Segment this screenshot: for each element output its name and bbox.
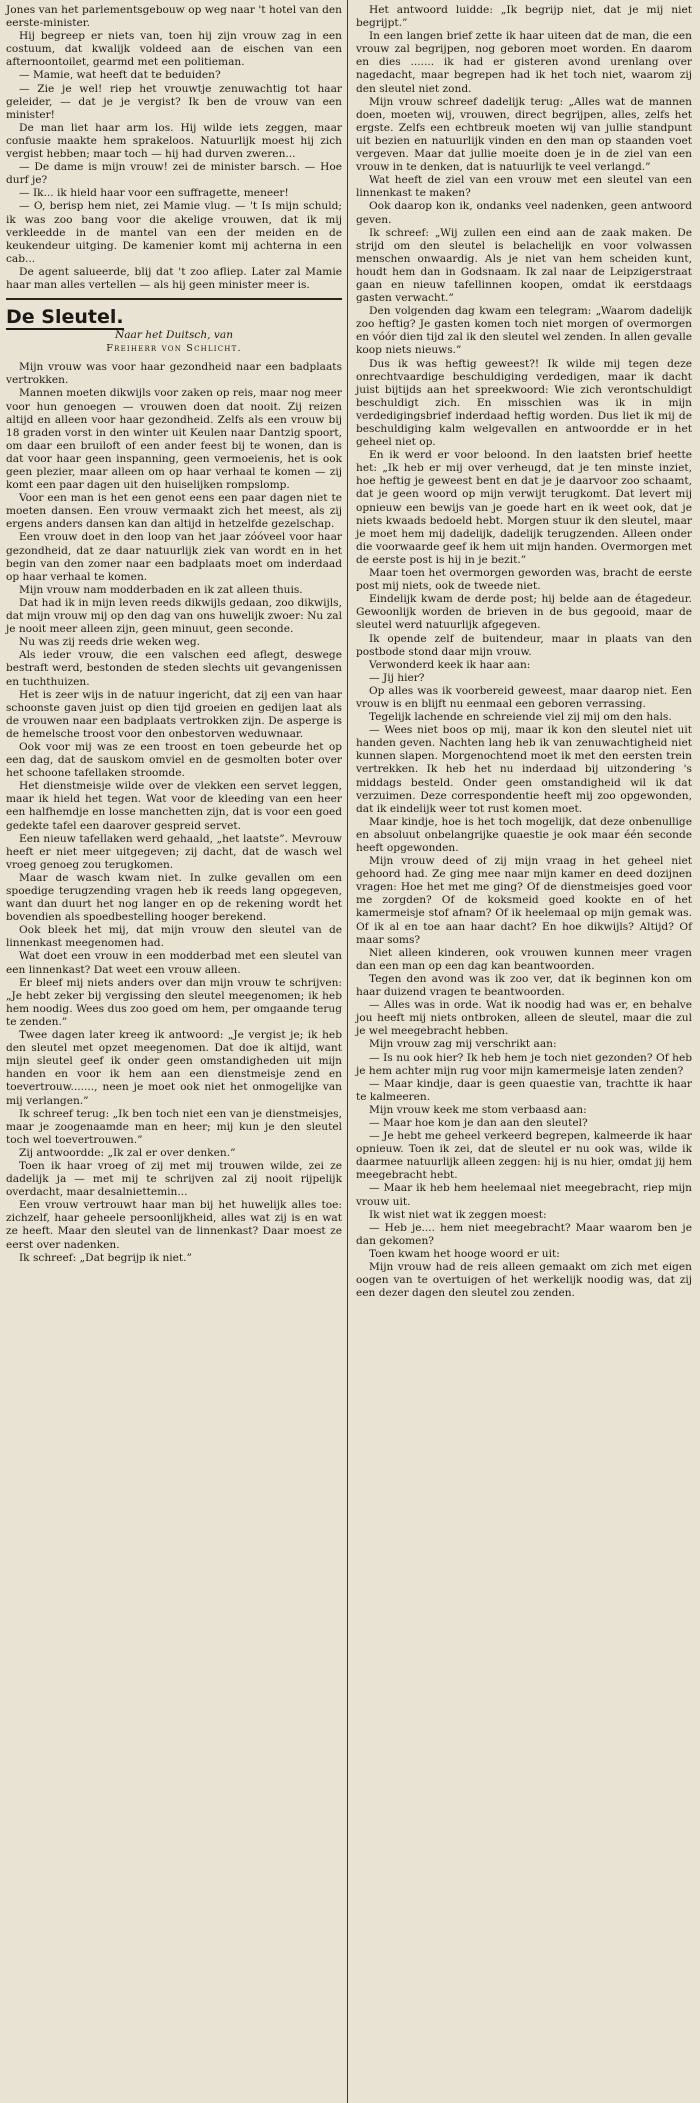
paragraph: Er bleef mij niets anders over dan mijn vrouw te schrijven: „Je hebt zeker bij vergissing den sleutel meegenomen; ik heb hem noodig. Wees dus zoo goed om hem, per omgaande terug te zenden.” — [6, 976, 342, 1028]
paragraph: — Maar kindje, daar is geen quaestie van, trachtte ik haar te kalmeeren. — [356, 1077, 692, 1103]
paragraph: Niet alleen kinderen, ook vrouwen kunnen meer vragen dan een man op een dag kan beantwoorden. — [356, 946, 692, 972]
paragraph: Tegen den avond was ik zoo ver, dat ik beginnen kon om haar duizend vragen te beantwoorden. — [356, 972, 692, 999]
paragraph: — Is nu ook hier? Ik heb hem je toch niet gezonden? Of heb je hem achter mijn rug voor mijn kamermeisje laten zenden? — [356, 1051, 692, 1077]
paragraph: Mijn vrouw schreef dadelijk terug: „Alles wat de mannen doen, moeten wij, vrouwen, direct begrijpen, alles, zelfs het ergste. Zelfs een echtbreuk moeten wij van jullie standpunt uit bezien en natuurlijk vinden en den man op staanden voet vergeven. Maar dat jullie moeite doen je in de ziel van een vrouw in te denken, dat is natuurlijk te veel verlangd.” — [356, 95, 692, 174]
paragraph: Den volgenden dag kwam een telegram: „Waarom dadelijk zoo heftig? Je gasten komen toch niet morgen of overmorgen en vóór dien tijd zal ik den sleutel wel zenden. In allen gevalle koop niets nieuws.” — [356, 305, 692, 357]
paragraph: Verwonderd keek ik haar aan: — [369, 658, 531, 671]
paragraph: Maar de wasch kwam niet. In zulke gevallen om een spoedige terugzending vragen heb ik reeds lang opgegeven, want dan duurt het nog langer en op de rekening wordt het bovendien als spoedbestelling hooger berekend. — [6, 871, 342, 924]
paragraph: Dus ik was heftig geweest?! Ik wilde mij tegen deze onrechtvaardige beschuldiging verdedigen, maar ik dacht juist bijtijds aan het spreekwoord: Wie zich verontschuldigt beschuldigt zich. En misschien was ik in mijn verdedigingsbrief inderdaad heftig worden. Dus liet ik mij de beschuldiging kalm welgevallen en antwoordde er in het geheel niet op. — [356, 357, 692, 449]
paragraph: — Heb je.... hem niet meegebracht? Maar waarom ben je dan gekomen? — [356, 1221, 692, 1247]
paragraph: Een nieuw tafellaken werd gehaald, „het laatste”. Mevrouw heeft er niet meer uitgegeven; zij dacht, dat de wasch wel vroeg genoeg zou terugkomen. — [6, 832, 342, 871]
paragraph: Tegelijk lachende en schreiende viel zij mij om den hals. — [369, 711, 672, 724]
paragraph: Een vrouw doet in den loop van het jaar zóóveel voor haar gezondheid, dat ze daar natuurlijk ziek van wordt en in het begin van den zomer naar een badplaats moet om inderdaad op haar verhaal te komen. — [6, 531, 342, 583]
paragraph: In een langen brief zette ik haar uiteen dat de man, die een vrouw zal begrijpen, nog geboren moet worden. En daarom en dies ....... ik had er gisteren avond urenlang over nagedacht, maar begrepen had ik het toch niet, waarom zij den sleutel niet zond. — [356, 30, 692, 95]
paragraph: Dat had ik in mijn leven reeds dikwijls gedaan, zoo dikwijls, dat mijn vrouw mij op den dag van ons huwelijk zwoer: Nu zal je nooit meer alleen zijn, geen minuut, geen seconde. — [6, 596, 342, 636]
paragraph: Wat heeft de ziel van een vrouw met een sleutel van een linnenkast te maken? — [356, 174, 692, 200]
paragraph: Het is zeer wijs in de natuur ingericht, dat zij een van haar schoonste gaven juist op dien tijd groeien en gedijen laat als de vrouwen naar een badplaats vertrokken zijn. De asperge is de hemelsche troost voor den onbestorven weduwnaar. — [6, 688, 342, 740]
paragraph: Mijn vrouw was voor haar gezondheid naar een badplaats vertrokken. — [6, 361, 342, 387]
paragraph: Twee dagen later kreeg ik antwoord: „Je vergist je; ik heb den sleutel met opzet meegenomen. Dat doe ik altijd, want mijn sleutel geef ik onder geen omstandigheden uit mijn handen en voor ik hem aan een dienstmeisje zend en toevertrouw......., neen je moet ook niet het onmogelijke van mij verlangen.” — [6, 1029, 342, 1107]
paragraph: Het antwoord luidde: „Ik begrijp niet, dat je mij niet begrijpt.” — [356, 4, 692, 30]
paragraph: — Zie je wel! riep het vrouwtje zenuwachtig tot haar geleider, — dat je je vergist? Ik ben de vrouw van een minister! — [6, 82, 342, 121]
paragraph: — Alles was in orde. Wat ik noodig had was er, en behalve jou heeft mij niets ontbroken, alleen de sleutel, maar die zul je wel meegebracht hebben. — [356, 999, 692, 1038]
column-rule — [347, 0, 348, 2103]
paragraph: Mijn vrouw had de reis alleen gemaakt om zich met eigen oogen van te overtuigen of het werkelijk noodig was, dat zij een dezer dagen den sleutel zou zenden. — [356, 1261, 692, 1300]
paragraph: — Jij hier? — [369, 671, 425, 684]
paragraph: Ik schreef terug: „Ik ben toch niet een van je dienstmeisjes, maar je zoogenaamde man en heer; mij kun je den sleutel toch wel toevertrouwen.” — [6, 1107, 342, 1146]
paragraph: — Mamie, wat heeft dat te beduiden? — [19, 69, 221, 82]
paragraph: Mijn vrouw nam modderbaden en ik zat alleen thuis. — [19, 583, 303, 596]
story-title: De Sleutel. — [6, 306, 124, 329]
paragraph: Ik opende zelf de buitendeur, maar in plaats van den postbode stond daar mijn vrouw. — [356, 632, 692, 658]
right-column — [356, 4, 692, 1300]
paragraph: — Wees niet boos op mij, maar ik kon den sleutel niet uit handen geven. Nachten lang heb ik van zenuwachtigheid niet kunnen slapen. Morgenochtend moet ik met den eersten trein vertrekken. Ik heb het nu inderdaad bij uitzondering 's middags besteld. Onder geen omstandigheid wil ik dat verzuimen. Deze correspondentie heeft mij zoo opgewonden, dat ik eindelijk weer tot rust komen moet. — [356, 724, 692, 815]
paragraph: — Maar hoe kom je dan aan den sleutel? — [369, 1116, 588, 1129]
paragraph: — Je hebt me geheel verkeerd begrepen, kalmeerde ik haar opnieuw. Toen ik zei, dat de sleutel er nu ook was, wilde ik daarmee natuurlijk alleen zeggen: hij is nu hier, omdat jij hem meegebracht hebt. — [356, 1130, 692, 1182]
paragraph: Wat doet een vrouw in een modderbad met een sleutel van een linnenkast? Dat weet een vrouw alleen. — [6, 950, 342, 976]
article-separator — [6, 298, 342, 300]
paragraph: Mannen moeten dikwijls voor zaken op reis, maar nog meer voor hun genoegen — vrouwen doen dat nooit. Zij reizen altijd en alleen voor haar gezondheid. Zelfs als een vrouw bij 18 graden vorst in den winter uit Keulen naar Dantzig spoort, om daar een bruiloft of een ander feest bij te wonen, dan is dat voor haar geen inspanning, geen vermoeienis, het is ook geen plezier, maar alleen om op haar verhaal te komen — zij komt een paar dagen uit den huiselijken rompslomp. — [6, 387, 342, 492]
paragraph: — O, berisp hem niet, zei Mamie vlug. — 't Is mijn schuld; ik was zoo bang voor die akelige vrouwen, dat ik mij verkleedde in de mantel van een der meiden en de keukendeur uitging. De kamenier komt mij achterna in een cab... — [6, 200, 342, 265]
preceding-article-ending — [6, 4, 342, 292]
story-author: Freiherr von Schlicht. — [106, 343, 242, 355]
paragraph: Maar kindje, hoe is het toch mogelijk, dat deze onbenullige en absoluut onbelangrijke quaestie je ook maar één seconde heeft opgewonden. — [356, 815, 692, 854]
story-body-left — [6, 361, 342, 1264]
paragraph: Mijn vrouw zag mij verschrikt aan: — [369, 1038, 557, 1051]
paragraph: Maar toen het overmorgen geworden was, bracht de eerste post mij niets, ook de tweede niet. — [356, 567, 692, 593]
paragraph: Mijn vrouw keek me stom verbaasd aan: — [369, 1103, 587, 1116]
paragraph: Ook voor mij was ze een troost en toen gebeurde het op een dag, dat de sauskom omviel en de gesmolten boter over het schoone tafellaken stroomde. — [6, 740, 342, 780]
paragraph: Het dienstmeisje wilde over de vlekken een servet leggen, maar ik hield het tegen. Wat voor de kleeding van een heer een halfhemdje en losse manchetten zijn, dat is voor een goed gedekte tafel een daarover gespreid servet. — [6, 780, 342, 832]
paragraph: Hij begreep er niets van, toen hij zijn vrouw zag in een costuum, dat kwalijk voldeed aan de eischen van een afternoontoilet, gearmd met een politieman. — [6, 30, 342, 69]
paragraph: Op alles was ik voorbereid geweest, maar daarop niet. Een vrouw is en blijft nu eenmaal een geboren verrassing. — [356, 684, 692, 710]
paragraph: Toen kwam het hooge woord er uit: — [369, 1247, 560, 1260]
paragraph: Ik wist niet wat ik zeggen moest: — [369, 1208, 547, 1221]
paragraph: Jones van het parlementsgebouw op weg naar 't hotel van den eerste-minister. — [6, 4, 342, 30]
paragraph: De man liet haar arm los. Hij wilde iets zeggen, maar confusie maakte hem sprakeloos. Natuurlijk moest hij zich vergist hebben; maar toch — hij had durven zweren... — [6, 121, 342, 161]
paragraph: De agent salueerde, blij dat 't zoo afliep. Later zal Mamie haar man alles vertellen — als hij geen minister meer is. — [6, 265, 342, 291]
paragraph: Nu was zij reeds drie weken weg. — [19, 636, 201, 649]
paragraph: Ook bleek het mij, dat mijn vrouw den sleutel van de linnenkast meegenomen had. — [6, 924, 342, 950]
paragraph: — De dame is mijn vrouw! zei de minister barsch. — Hoe durf je? — [6, 161, 342, 187]
paragraph: Ik schreef: „Wij zullen een eind aan de zaak maken. De strijd om den sleutel is belachelijk en voor volwassen menschen onwaardig. Als je niet van hem scheiden kunt, houdt hem dan in Godsnaam. Ik zal naar de Leipzigerstraat gaan en nieuw tafellinnen koopen, omdat ik eerstdaags gasten verwacht.” — [356, 226, 692, 305]
paragraph: Zij antwoordde: „Ik zal er over denken.” — [19, 1146, 236, 1159]
paragraph: Eindelijk kwam de derde post; hij belde aan de étagedeur. Gewoonlijk worden de brieven in de bus gegooid, maar de sleutel werd natuurlijk afgegeven. — [356, 593, 692, 632]
paragraph: — Ik... ik hield haar voor een suffragette, meneer! — [19, 187, 289, 200]
story-byline: Naar het Duitsch, van — [114, 329, 234, 342]
paragraph: Als ieder vrouw, die een valschen eed aflegt, deswege bestraft werd, bestonden de steden slechts uit gevangenissen en tuchthuizen. — [6, 649, 342, 688]
left-column — [6, 4, 342, 1265]
paragraph: Een vrouw vertrouwt haar man bij het huwelijk alles toe: zichzelf, haar geheele persoonlijkheid, alles wat zij is en wat ze heeft. Maar den sleutel van de linnenkast? Daar moest ze eerst over nadenken. — [6, 1199, 342, 1251]
paragraph: Ook daarop kon ik, ondanks veel nadenken, geen antwoord geven. — [356, 200, 692, 226]
paragraph: En ik werd er voor beloond. In den laatsten brief heette het: „Ik heb er mij over verheugd, dat je ten minste inziet, hoe heftig je geweest bent en dat je je daarvoor zoo schaamt, dat je geen woord op mijn verwijt terugkomt. Dat levert mij opnieuw een bewijs van je goede hart en ik weet ook, dat je niets kwaads bedoeld hebt. Morgen stuur ik den sleutel, maar je moet hem mij dadelijk, dadelijk terugzenden. Alleen onder die voorwaarde geef ik hem uit mijn handen. Overmorgen met de eerste post is hij in je bezit.” — [356, 449, 692, 566]
paragraph: Voor een man is het een genot eens een paar dagen niet te moeten dansen. Een vrouw vermaakt zich het meest, als zij ergens anders dansen kan dan altijd in hetzelfde gezelschap. — [6, 492, 342, 531]
paragraph: Ik schreef: „Dat begrijp ik niet.” — [19, 1251, 192, 1264]
story-body-right — [356, 4, 692, 1300]
paragraph: — Maar ik heb hem heelemaal niet meegebracht, riep mijn vrouw uit. — [356, 1182, 692, 1208]
paragraph: Toen ik haar vroeg of zij met mij trouwen wilde, zei ze dadelijk ja — met mij te schrijven zal zij nooit rijpelijk overdacht, maar desalniettemin... — [6, 1159, 342, 1199]
paragraph: Mijn vrouw deed of zij mijn vraag in het geheel niet gehoord had. Ze ging mee naar mijn kamer en deed dozijnen vragen: Hoe het met me ging? Of de dienstmeisjes goed voor me zorgden? Of de koksmeid goed kookte en of het kamermeisje stof afnam? Of ik heelemaal op mijn gemak was. Of ik al en toe aan haar dacht? En hoe dikwijls? Altijd? Of maar soms? — [356, 855, 692, 946]
